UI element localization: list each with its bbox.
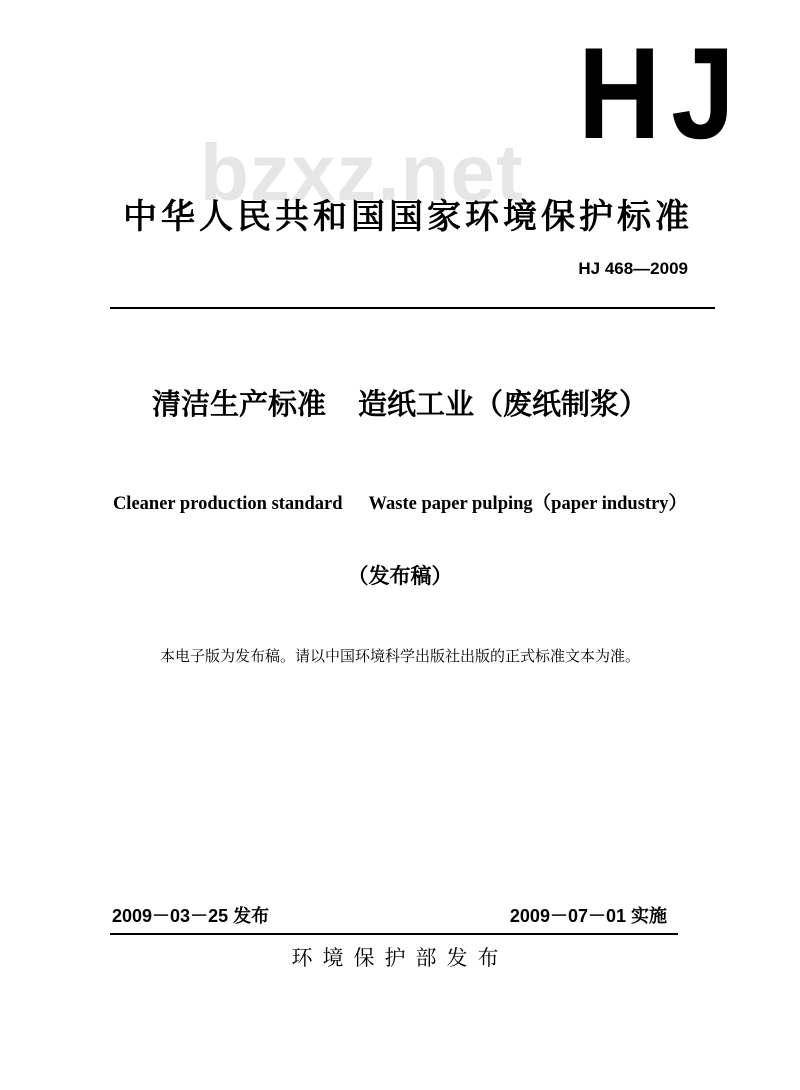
top-divider: [110, 307, 715, 309]
english-title-part1: Cleaner production standard: [112, 494, 343, 514]
english-title-part2: Waste paper pulping（paper industry）: [368, 494, 688, 514]
watermark: bzxz.net: [200, 128, 524, 217]
draft-label: （发布稿）: [347, 564, 453, 588]
document-title: [0, 384, 800, 424]
issuing-authority: 环境保护部发布: [291, 946, 509, 970]
bottom-divider: [110, 933, 678, 935]
standard-title: 中华人民共和国国家环境保护标准: [123, 197, 693, 237]
document-title-part2: 造纸工业（废纸制浆）: [358, 387, 649, 421]
hj-logo: HJ: [578, 20, 746, 166]
implementation-date: 2009－07－01 实施: [509, 906, 667, 926]
edition-notice: 本电子版为发布稿。请以中国环境科学出版社出版的正式标准文本为准。: [159, 647, 640, 665]
issue-date: 2009－03－25 发布: [112, 906, 270, 926]
english-title: [0, 491, 800, 517]
standard-code: HJ 468—2009: [578, 259, 688, 278]
document-title-part1: 清洁生产标准: [151, 387, 326, 421]
